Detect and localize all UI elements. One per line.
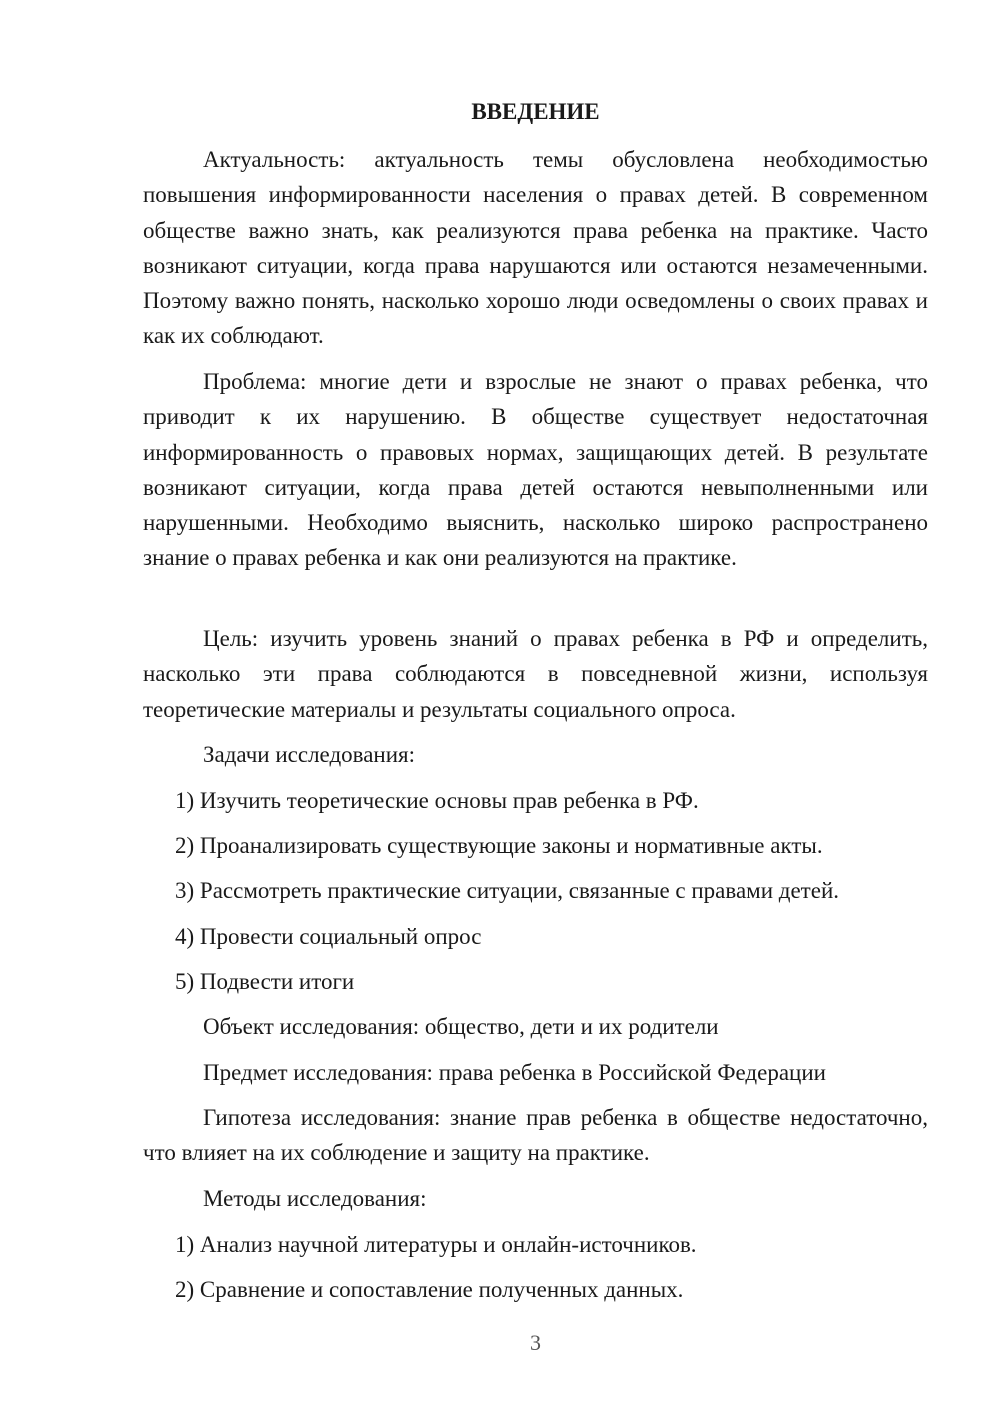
research-object: Объект исследования: общество, дети и их родители <box>203 1014 719 1039</box>
methods-heading: Методы исследования: <box>203 1186 427 1211</box>
document-page <box>143 0 928 1414</box>
task-item: 1) Изучить теоретические основы прав ребенка в РФ. <box>175 788 699 813</box>
method-item: 2) Сравнение и сопоставление полученных данных. <box>175 1277 684 1302</box>
section-heading: ВВЕДЕНИЕ <box>471 99 600 124</box>
research-subject: Предмет исследования: права ребенка в Российской Федерации <box>203 1060 826 1085</box>
hypothesis-paragraph: Гипотеза исследования: знание прав ребенка в обществе недостаточно, что влияет на их соблюдение и защиту на практике. <box>143 1105 928 1166</box>
goal-paragraph: Цель: изучить уровень знаний о правах ребенка в РФ и определить, насколько эти права соблюдаются в повседневной жизни, используя теоретические материалы и результаты социального опроса. <box>143 626 928 722</box>
tasks-heading: Задачи исследования: <box>203 742 416 767</box>
task-item: 5) Подвести итоги <box>175 969 355 994</box>
task-item: 2) Проанализировать существующие законы и нормативные акты. <box>175 833 823 858</box>
task-item: 4) Провести социальный опрос <box>175 924 482 949</box>
method-item: 1) Анализ научной литературы и онлайн-источников. <box>175 1232 697 1257</box>
relevance-paragraph: Актуальность: актуальность темы обусловлена необходимостью повышения информированности населения о правах детей. В современном обществе важно знать, как реализуются права ребенка на практике. Часто возникают ситуации, когда права нарушаются или остаются незамеченными. Поэтому важно понять, насколько хорошо люди осведомлены о своих правах и как их соблюдают. <box>143 147 928 349</box>
problem-paragraph: Проблема: многие дети и взрослые не знают о правах ребенка, что приводит к их нарушению. В обществе существует недостаточная информированность о правовых нормах, защищающих детей. В результате возникают ситуации, когда права детей остаются невыполненными или нарушенными. Необходимо выяснить, насколько широко распространено знание о правах ребенка и как они реализуются на практике. <box>143 369 928 571</box>
task-item: 3) Рассмотреть практические ситуации, связанные с правами детей. <box>175 878 840 903</box>
page-number: 3 <box>530 1330 541 1355</box>
